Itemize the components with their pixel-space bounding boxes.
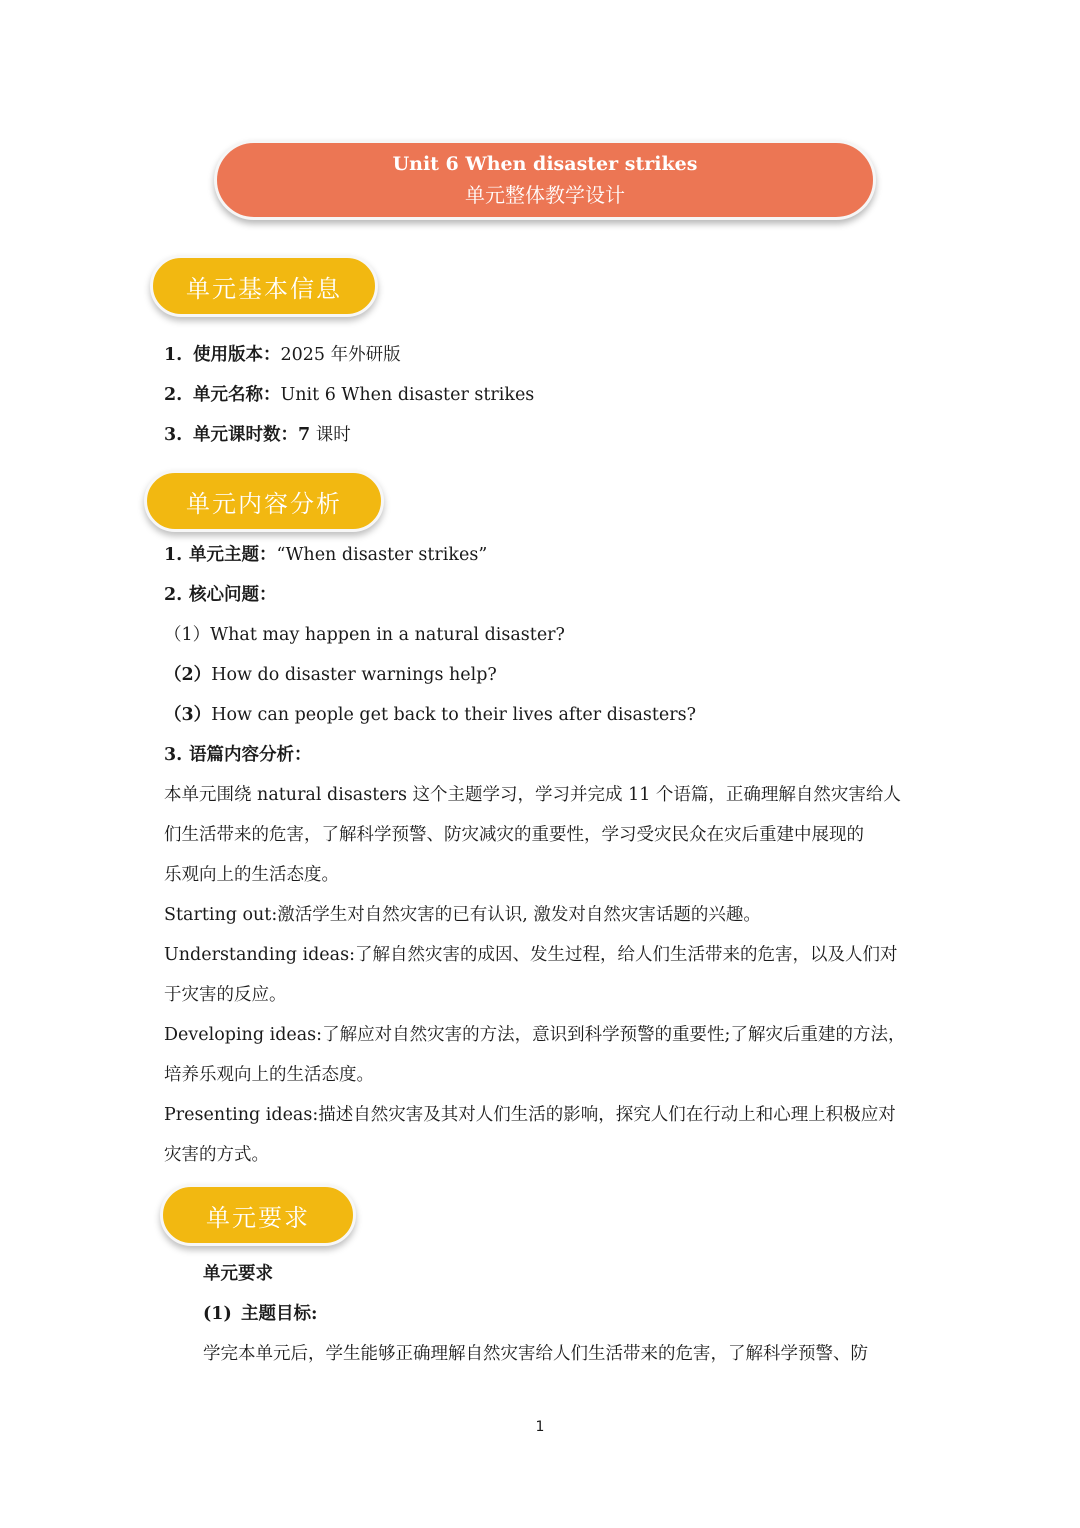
- title-english: Unit 6 When disaster strikes: [392, 153, 698, 175]
- paragraph-line: Starting out:激活学生对自然灾害的已有认识, 激发对自然灾害话题的兴趣。: [164, 905, 761, 925]
- paragraph-line: 乐观向上的生活态度。: [164, 865, 339, 885]
- paragraph-line: Understanding ideas:了解自然灾害的成因、发生过程，给人们生活带来的危害，以及人们对: [164, 945, 898, 965]
- content-analysis-heading: 3. 语篇内容分析：: [164, 745, 312, 765]
- paragraph-line: Developing ideas:了解应对自然灾害的方法，意识到科学预警的重要性;了解灾后重建的方法，: [164, 1025, 906, 1045]
- content-questions-heading: 2. 核心问题：: [164, 585, 277, 605]
- page-number: 1: [535, 1419, 545, 1435]
- paragraph-line: 灾害的方式。: [164, 1145, 269, 1165]
- basic-info-item: 1. 使用版本：2025 年外研版: [164, 345, 401, 365]
- paragraph-line: 本单元围绕 natural disasters 这个主题学习，学习并完成 11 个语篇，正确理解自然灾害给人: [164, 785, 901, 805]
- basic-info-item: 2. 单元名称：Unit 6 When disaster strikes: [164, 385, 535, 405]
- question-item: （2）How do disaster warnings help?: [164, 665, 497, 685]
- paragraph-line: 于灾害的反应。: [164, 985, 287, 1005]
- goal-heading: (1) 主题目标:: [203, 1304, 318, 1324]
- goal-text: 学完本单元后，学生能够正确理解自然灾害给人们生活带来的危害，了解科学预警、防: [203, 1344, 868, 1364]
- section-heading-content-analysis: 单元内容分析: [144, 470, 384, 532]
- title-banner: [214, 140, 876, 220]
- title-chinese: 单元整体教学设计: [465, 183, 625, 207]
- content-theme: 1. 单元主题：“When disaster strikes”: [164, 545, 488, 565]
- paragraph-line: 培养乐观向上的生活态度。: [164, 1065, 374, 1085]
- paragraph-line: 们生活带来的危害，了解科学预警、防灾减灾的重要性，学习受灾民众在灾后重建中展现的: [164, 825, 864, 845]
- question-item: （3）How can people get back to their lives after disasters?: [164, 705, 697, 725]
- question-item: （1）What may happen in a natural disaster?: [164, 625, 565, 645]
- basic-info-item: 3. 单元课时数：7 课时: [164, 425, 351, 445]
- section-heading-requirements: 单元要求: [160, 1184, 356, 1246]
- paragraph-line: Presenting ideas:描述自然灾害及其对人们生活的影响，探究人们在行动上和心理上积极应对: [164, 1105, 896, 1125]
- requirements-subtitle: 单元要求: [203, 1264, 273, 1284]
- section-heading-basic-info: 单元基本信息: [150, 255, 378, 317]
